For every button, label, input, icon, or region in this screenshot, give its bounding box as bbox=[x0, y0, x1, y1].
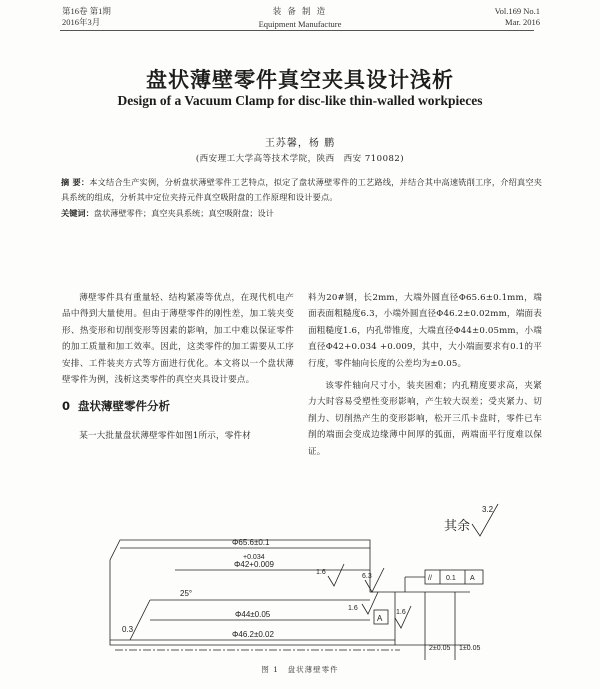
datum-label: A bbox=[377, 614, 383, 623]
header-rule bbox=[60, 30, 534, 31]
abstract-text: 本文结合生产实例，分析盘状薄壁零件工艺特点，拟定了盘状薄壁零件的工艺路线，并结合其中高速铣削工序，介绍真空夹具系统的组成，分析其中定位夹持元件真空吸附盘的工作原理和设计要点。 bbox=[61, 177, 543, 202]
roughness-16-symbol-a bbox=[362, 592, 378, 614]
paper-title-en: Design of a Vacuum Clamp for disc-like thin-walled workpieces bbox=[117, 93, 483, 108]
left-column bbox=[62, 290, 294, 388]
figure-caption: 图 1 盘状薄壁零件 bbox=[261, 665, 339, 674]
roughness-63-symbol bbox=[365, 568, 384, 592]
part-drawing bbox=[0, 500, 600, 664]
section-heading bbox=[62, 398, 170, 414]
roughness-16a: 1.6 bbox=[348, 605, 358, 612]
section-number: 0 bbox=[62, 399, 71, 413]
intro-paragraph: 薄壁零件具有重量轻、结构紧凑等优点，在现代机电产品中得到大量使用。但由于薄壁零件的刚性差，加工装夹变形、热变形和切削变形等因素的影响，加工中难以保证零件的加工质量和加工效率。因此，这类零件的加工需要从工序安排、工件装夹方式等方面进行优化。本文将以一个盘状薄壁零件为例，浅析这类零件的真空夹具设计要点。 bbox=[62, 293, 294, 386]
ft-datum: A bbox=[470, 575, 475, 582]
keywords bbox=[61, 206, 544, 221]
dim-len2: 1±0.05 bbox=[459, 645, 481, 652]
angle-label: 25° bbox=[180, 589, 193, 598]
ft-value: 0.1 bbox=[446, 575, 456, 582]
header-date-en: Mar. 2016 bbox=[505, 17, 540, 27]
chamfer-label: 0.3 bbox=[122, 625, 134, 634]
abstract-label: 摘 要： bbox=[61, 177, 90, 187]
right-column bbox=[308, 290, 542, 460]
dim-d44: Φ44±0.05 bbox=[235, 610, 271, 619]
dim-d42: Φ42+0.009 bbox=[234, 560, 274, 569]
paper-title-cn: 盘状薄壁零件真空夹具设计浅析 bbox=[146, 68, 454, 92]
section-title: 盘状薄壁零件分析 bbox=[78, 399, 171, 413]
header-date-cn: 2016年3月 bbox=[62, 17, 101, 27]
roughness-16b: 1.6 bbox=[396, 609, 406, 616]
ft-symbol: // bbox=[428, 575, 432, 582]
dim-d656: Φ65.6±0.1 bbox=[232, 538, 270, 547]
dim-len1: 2±0.05 bbox=[429, 645, 451, 652]
difficulty-paragraph: 该零件轴向尺寸小，装夹困难；内孔精度要求高，夹紧力大时容易受塑性变形影响，产生较大误差；受夹紧力、切削力、切削热产生的变形影响，松开三爪卡盘时，零件已车削的端面会变成边缘薄中间厚的弧面，两端面平行度难以保证。 bbox=[308, 381, 542, 457]
tol-upper: +0.034 bbox=[243, 554, 265, 561]
abstract bbox=[61, 175, 544, 205]
left-column-continued bbox=[62, 428, 294, 444]
rest-note: 其余 bbox=[444, 518, 471, 533]
keywords-text: 盘状薄壁零件；真空夹具系统；真空吸附盘；设计 bbox=[93, 208, 274, 218]
header-journal-en: Equipment Manufacture bbox=[258, 19, 342, 29]
rest-roughness: 3.2 bbox=[482, 505, 494, 514]
header-volume-en: Vol.169 No.1 bbox=[494, 6, 540, 16]
dim-d462: Φ46.2±0.02 bbox=[232, 630, 274, 639]
header-volume-cn: 第16卷 第1期 bbox=[62, 6, 111, 16]
authors: 王苏馨，杨 鹏 bbox=[264, 138, 336, 149]
analysis-paragraph: 某一大批量盘状薄壁零件如图1所示，零件材 bbox=[79, 431, 251, 441]
header-journal-cn: 装 备 制 造 bbox=[272, 6, 328, 16]
roughness-16-symbol-c bbox=[328, 564, 344, 586]
roughness-16c: 1.6 bbox=[316, 569, 326, 576]
affiliation: (西安理工大学高等技术学院，陕西 西安 710082) bbox=[195, 154, 405, 164]
keywords-label: 关键词： bbox=[61, 208, 94, 218]
material-paragraph: 料为20#钢，长2mm，大端外圆直径Φ65.6±0.1mm，端面表面粗糙度6.3，小端外圆直径Φ46.2±0.02mm，端面表面粗糙度1.6，内孔带锥度，大端直径Φ44±0.05mm，小端直径Φ42+0.034 +0.009，其中，大小端面要求有0.1的平行度，零件轴向长度的公差均为±0.05。 bbox=[308, 293, 542, 369]
taper-line bbox=[130, 600, 150, 640]
roughness-63: 6.3 bbox=[362, 573, 372, 580]
